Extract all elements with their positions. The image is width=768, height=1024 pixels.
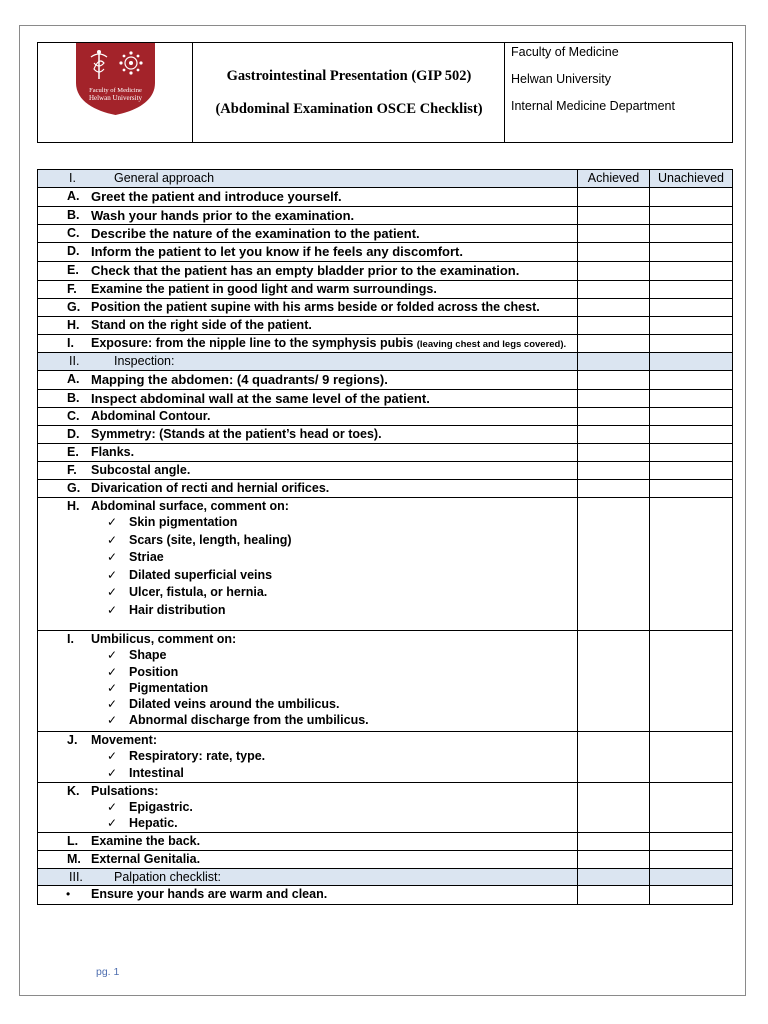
achieved-cell[interactable] xyxy=(578,851,650,868)
unachieved-cell[interactable] xyxy=(650,281,732,298)
checkmark-icon: ✓ xyxy=(107,766,118,780)
achieved-cell[interactable] xyxy=(578,462,650,479)
page-number: pg. 1 xyxy=(96,966,120,978)
item-text: Umbilicus, comment on: xyxy=(91,632,237,646)
unachieved-cell[interactable] xyxy=(650,426,732,443)
unachieved-cell[interactable] xyxy=(650,262,732,280)
unachieved-cell[interactable] xyxy=(650,783,732,832)
achieved-header: Achieved xyxy=(578,170,650,187)
checkmark-icon: ✓ xyxy=(107,603,118,617)
checkmark-icon: ✓ xyxy=(107,568,118,582)
sub-item: ✓ Position xyxy=(107,665,179,679)
checklist-row: J. Movement: ✓ Respiratory: rate, type. ✓ Intestinal xyxy=(38,732,732,783)
sub-item: ✓ Skin pigmentation xyxy=(107,515,238,529)
unachieved-cell[interactable] xyxy=(650,732,732,782)
unachieved-cell[interactable] xyxy=(650,390,732,407)
org-faculty: Faculty of Medicine xyxy=(511,45,619,59)
svg-text:Faculty of Medicine: Faculty of Medicine xyxy=(89,87,142,94)
checklist-row: K. Pulsations: ✓ Epigastric. ✓ Hepatic. xyxy=(38,783,732,833)
checklist-row: H. Abdominal surface, comment on: ✓ Skin pigmentation ✓ Scars (site, length, healing) ✓ Striae ✓ Dilated superficial veins ✓ Ulcer, fistula, or hernia. ✓ Hair distribution xyxy=(38,498,732,631)
achieved-cell[interactable] xyxy=(578,243,650,261)
item-text: Examine the patient in good light and warm surroundings. xyxy=(91,282,437,296)
sub-item: ✓ Hepatic. xyxy=(107,816,178,830)
achieved-cell[interactable] xyxy=(578,317,650,334)
checkmark-icon: ✓ xyxy=(107,749,118,763)
item-text: Describe the nature of the examination to the patient. xyxy=(91,226,420,241)
sub-item: ✓ Hair distribution xyxy=(107,603,226,617)
unachieved-header: Unachieved xyxy=(650,170,732,187)
unachieved-cell[interactable] xyxy=(650,631,732,731)
achieved-cell[interactable] xyxy=(578,207,650,224)
item-text: Position the patient supine with his arms beside or folded across the chest. xyxy=(91,300,540,314)
section-title: General approach xyxy=(114,171,215,185)
item-text: Check that the patient has an empty bladder prior to the examination. xyxy=(91,263,520,278)
org-department: Internal Medicine Department xyxy=(511,99,675,113)
achieved-cell[interactable] xyxy=(578,299,650,316)
achieved-cell[interactable] xyxy=(578,188,650,206)
org-university: Helwan University xyxy=(511,72,612,86)
checklist-row: G. Divarication of recti and hernial orifices. xyxy=(38,480,732,498)
sub-item: ✓ Abnormal discharge from the umbilicus. xyxy=(107,713,369,727)
unachieved-cell[interactable] xyxy=(650,851,732,868)
unachieved-cell[interactable] xyxy=(650,371,732,389)
achieved-cell[interactable] xyxy=(578,480,650,497)
achieved-cell[interactable] xyxy=(578,408,650,425)
item-text: Mapping the abdomen: (4 quadrants/ 9 regions). xyxy=(91,372,388,387)
item-text: Wash your hands prior to the examination. xyxy=(91,208,355,223)
checklist-row xyxy=(38,886,732,904)
section-number: I. xyxy=(69,171,76,185)
achieved-cell[interactable] xyxy=(578,783,650,832)
unachieved-cell[interactable] xyxy=(650,299,732,316)
item-text: Abdominal surface, comment on: xyxy=(91,499,289,513)
checklist-row: I. Exposure: from the nipple line to the symphysis pubis (leaving chest and legs covered). xyxy=(38,335,732,353)
achieved-cell[interactable] xyxy=(578,886,650,904)
sub-item: ✓ Scars (site, length, healing) xyxy=(107,533,292,547)
sub-item: ✓ Intestinal xyxy=(107,766,184,780)
checkmark-icon: ✓ xyxy=(107,648,118,662)
achieved-cell[interactable] xyxy=(578,390,650,407)
course-title: Gastrointestinal Presentation (GIP 502) xyxy=(226,68,472,84)
unachieved-cell[interactable] xyxy=(650,243,732,261)
checklist-row: F. Examine the patient in good light and warm surroundings. xyxy=(38,281,732,299)
bullet-icon: • xyxy=(66,887,71,901)
achieved-cell[interactable] xyxy=(578,371,650,389)
section-title: Palpation checklist: xyxy=(114,870,222,884)
achieved-cell[interactable] xyxy=(578,444,650,461)
item-text: Stand on the right side of the patient. xyxy=(91,318,312,332)
checklist-title: (Abdominal Examination OSCE Checklist) xyxy=(215,101,483,117)
item-text: Pulsations: xyxy=(91,784,159,798)
achieved-cell[interactable] xyxy=(578,281,650,298)
section-number: III. xyxy=(69,870,83,884)
achieved-cell[interactable] xyxy=(578,732,650,782)
checkmark-icon: ✓ xyxy=(107,665,118,679)
achieved-cell[interactable] xyxy=(578,426,650,443)
checklist-row: I. Umbilicus, comment on: ✓ Shape ✓ Position ✓ Pigmentation ✓ Dilated veins around the umbilicus. ✓ Abnormal discharge from the umbilicus. xyxy=(38,631,732,732)
item-text: Divarication of recti and hernial orifices. xyxy=(91,481,330,495)
item-text: Inspect abdominal wall at the same level of the patient. xyxy=(91,391,430,406)
item-text: Flanks. xyxy=(91,445,135,459)
item-text: Subcostal angle. xyxy=(91,463,191,477)
unachieved-cell[interactable] xyxy=(650,225,732,242)
achieved-cell[interactable] xyxy=(578,262,650,280)
logo-cell xyxy=(38,43,193,142)
achieved-cell[interactable] xyxy=(578,335,650,352)
unachieved-cell[interactable] xyxy=(650,833,732,850)
checkmark-icon: ✓ xyxy=(107,550,118,564)
checklist-row: H. Stand on the right side of the patient. xyxy=(38,317,732,335)
org-cell xyxy=(505,43,732,142)
checkmark-icon: ✓ xyxy=(107,816,118,830)
faculty-logo xyxy=(76,43,155,115)
achieved-cell[interactable] xyxy=(578,498,650,630)
sub-item: ✓ Striae xyxy=(107,550,164,564)
checkmark-icon: ✓ xyxy=(107,713,118,727)
sub-item: ✓ Dilated superficial veins xyxy=(107,568,273,582)
checkmark-icon: ✓ xyxy=(107,515,118,529)
section-header-palpation xyxy=(38,869,732,886)
title-cell xyxy=(193,43,505,142)
item-text: External Genitalia. xyxy=(91,852,201,866)
checklist-row: G. Position the patient supine with his arms beside or folded across the chest. xyxy=(38,299,732,317)
checkmark-icon: ✓ xyxy=(107,533,118,547)
unachieved-cell[interactable] xyxy=(650,408,732,425)
checklist-row: C. Describe the nature of the examination to the patient. xyxy=(38,225,732,243)
unachieved-cell[interactable] xyxy=(650,462,732,479)
item-text: Inform the patient to let you know if he feels any discomfort. xyxy=(91,244,463,259)
checklist-row: D. Symmetry: (Stands at the patient’s head or toes). xyxy=(38,426,732,444)
checklist-row: B. Inspect abdominal wall at the same level of the patient. xyxy=(38,390,732,408)
item-text: Examine the back. xyxy=(91,834,201,848)
sub-item: ✓ Ulcer, fistula, or hernia. xyxy=(107,585,268,599)
item-text: Movement: xyxy=(91,733,157,747)
checkmark-icon: ✓ xyxy=(107,800,118,814)
osce-checklist-table xyxy=(37,169,733,905)
unachieved-cell[interactable] xyxy=(650,335,732,352)
unachieved-cell[interactable] xyxy=(650,188,732,206)
achieved-cell[interactable] xyxy=(578,833,650,850)
unachieved-cell[interactable] xyxy=(650,886,732,904)
checklist-row: F. Subcostal angle. xyxy=(38,462,732,480)
sub-item: ✓ Dilated veins around the umbilicus. xyxy=(107,697,340,711)
section-title: Inspection: xyxy=(114,354,175,368)
item-text: Symmetry: (Stands at the patient’s head or toes). xyxy=(91,427,382,441)
achieved-cell[interactable] xyxy=(578,225,650,242)
sub-item: ✓ Epigastric. xyxy=(107,800,193,814)
checkmark-icon: ✓ xyxy=(107,697,118,711)
unachieved-cell[interactable] xyxy=(650,444,732,461)
unachieved-cell[interactable] xyxy=(650,498,732,630)
section-header-general xyxy=(38,170,732,188)
achieved-cell[interactable] xyxy=(578,631,650,731)
checklist-row: C. Abdominal Contour. xyxy=(38,408,732,426)
unachieved-cell[interactable] xyxy=(650,317,732,334)
checklist-row: B. Wash your hands prior to the examination. xyxy=(38,207,732,225)
sub-item: ✓ Respiratory: rate, type. xyxy=(107,749,266,763)
section-number: II. xyxy=(69,354,80,368)
item-text: Ensure your hands are warm and clean. xyxy=(91,887,328,901)
document-header xyxy=(37,42,733,143)
checkmark-icon: ✓ xyxy=(107,585,118,599)
checklist-row: L. Examine the back. xyxy=(38,833,732,851)
item-text: Greet the patient and introduce yourself. xyxy=(91,189,342,204)
checklist-row: M. External Genitalia. xyxy=(38,851,732,869)
item-text: Abdominal Contour. xyxy=(91,409,211,423)
unachieved-cell[interactable] xyxy=(650,207,732,224)
svg-text:Helwan University: Helwan University xyxy=(88,94,143,102)
checklist-row: A. Mapping the abdomen: (4 quadrants/ 9 regions). xyxy=(38,371,732,390)
checklist-row: A. Greet the patient and introduce yourself. xyxy=(38,188,732,207)
checkmark-icon: ✓ xyxy=(107,681,118,695)
checklist-row: D. Inform the patient to let you know if he feels any discomfort. xyxy=(38,243,732,262)
checklist-row: E. Flanks. xyxy=(38,444,732,462)
unachieved-cell[interactable] xyxy=(650,480,732,497)
sub-item: ✓ Pigmentation xyxy=(107,681,209,695)
sub-item: ✓ Shape xyxy=(107,648,167,662)
item-text: Exposure: from the nipple line to the symphysis pubis (leaving chest and legs covered). xyxy=(91,336,567,350)
section-header-inspection xyxy=(38,353,732,371)
checklist-row: E. Check that the patient has an empty bladder prior to the examination. xyxy=(38,262,732,281)
